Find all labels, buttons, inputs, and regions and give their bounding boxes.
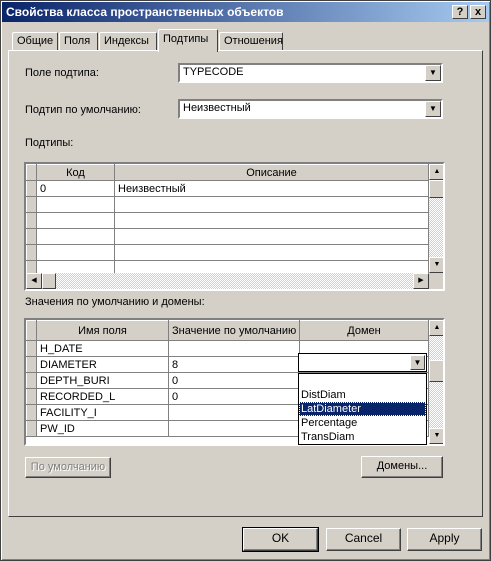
table-row[interactable] [27,181,429,197]
field-name-cell[interactable]: RECORDED_L [37,389,169,405]
tab-fields[interactable]: Поля [59,32,98,51]
help-button[interactable]: ? [452,5,468,19]
scroll-thumb[interactable] [42,273,56,289]
column-header-description[interactable]: Описание [115,165,429,181]
field-name-cell[interactable]: DEPTH_BURI [37,373,169,389]
domains-button[interactable]: Домены... [361,456,443,478]
default-value-cell[interactable] [169,341,300,357]
table-row[interactable] [27,245,429,261]
subtypes-table [26,164,429,277]
table-row[interactable] [27,229,429,245]
description-cell[interactable] [115,197,429,213]
description-cell[interactable] [115,245,429,261]
scroll-corner [429,273,445,289]
column-header-default-value[interactable]: Значение по умолчанию [169,321,300,341]
subtype-field-value: TYPECODE [183,66,244,78]
description-cell[interactable] [115,213,429,229]
field-name-cell[interactable]: DIAMETER [37,357,169,373]
subtypes-hscroll[interactable] [26,273,429,289]
scroll-up-icon[interactable]: ▲ [429,164,445,180]
chevron-down-icon[interactable]: ▼ [425,65,441,81]
scroll-left-icon[interactable]: ◀ [26,273,42,289]
window-title: Свойства класса пространственных объектов [6,5,284,19]
defaults-vscroll[interactable] [429,320,445,444]
default-subtype-label: Подтип по умолчанию: [25,104,141,116]
default-value-cell[interactable] [169,405,300,421]
subtype-field-label: Поле подтипа: [25,67,99,79]
apply-button[interactable]: Apply [407,528,482,551]
column-header-code[interactable]: Код [37,165,115,181]
row-header[interactable] [27,197,37,213]
tab-relationships[interactable]: Отношения [219,32,283,51]
subtypes-grid [24,162,445,291]
domain-dropdown-list [298,373,427,445]
defaults-domains-label: Значения по умолчанию и домены: [25,296,205,308]
code-cell[interactable] [37,213,115,229]
subtypes-label: Подтипы: [25,137,74,149]
field-name-cell[interactable]: PW_ID [37,421,169,437]
code-cell[interactable] [37,197,115,213]
cancel-button[interactable]: Cancel [326,528,401,551]
code-cell[interactable] [37,229,115,245]
row-header[interactable] [27,181,37,197]
row-header[interactable] [27,245,37,261]
table-row[interactable] [27,213,429,229]
description-cell[interactable]: Неизвестный [115,181,429,197]
row-header[interactable] [27,421,37,437]
tab-indexes[interactable]: Индексы [99,32,157,51]
use-defaults-button[interactable]: По умолчанию [25,457,111,478]
code-cell[interactable]: 0 [37,181,115,197]
row-header[interactable] [27,357,37,373]
field-name-cell[interactable]: H_DATE [37,341,169,357]
title-bar [2,2,489,22]
row-header[interactable] [27,389,37,405]
scroll-up-icon[interactable]: ▲ [429,320,445,336]
default-value-cell[interactable] [169,421,300,437]
row-header[interactable] [27,405,37,421]
close-button[interactable]: x [470,5,486,19]
table-row[interactable] [27,197,429,213]
default-value-cell[interactable]: 0 [169,373,300,389]
row-header-corner [27,321,37,341]
description-cell[interactable] [115,229,429,245]
row-header[interactable] [27,373,37,389]
chevron-down-icon[interactable]: ▼ [410,355,425,370]
field-name-cell[interactable]: FACILITY_I [37,405,169,421]
row-header[interactable] [27,341,37,357]
scroll-thumb[interactable] [429,180,445,198]
default-subtype-value: Неизвестный [183,102,251,114]
scroll-right-icon[interactable]: ▶ [413,273,429,289]
row-header[interactable] [27,229,37,245]
scroll-down-icon[interactable]: ▼ [429,428,445,444]
ok-button[interactable]: OK [243,528,318,551]
subtype-field-combo[interactable] [178,63,443,83]
subtypes-vscroll[interactable] [429,164,445,273]
row-header[interactable] [27,213,37,229]
dropdown-option[interactable]: TransDiam [301,431,355,443]
tab-general[interactable]: Общие [12,32,58,51]
column-header-field-name[interactable]: Имя поля [37,321,169,341]
column-header-domain[interactable]: Домен [300,321,429,341]
default-subtype-combo[interactable] [178,99,443,119]
domain-combo[interactable] [298,353,427,372]
chevron-down-icon[interactable]: ▼ [425,101,441,117]
default-value-cell[interactable]: 0 [169,389,300,405]
code-cell[interactable] [37,245,115,261]
dropdown-option-selected[interactable]: LatDiameter [299,402,426,416]
row-header-corner [27,165,37,181]
dropdown-option[interactable]: Percentage [301,417,358,429]
dropdown-option-empty[interactable] [299,374,426,388]
scroll-down-icon[interactable]: ▼ [429,257,445,273]
dropdown-option[interactable]: DistDiam [301,389,346,401]
tab-subtypes[interactable]: Подтипы [158,29,218,52]
scroll-thumb[interactable] [429,360,445,382]
default-value-cell[interactable]: 8 [169,357,300,373]
